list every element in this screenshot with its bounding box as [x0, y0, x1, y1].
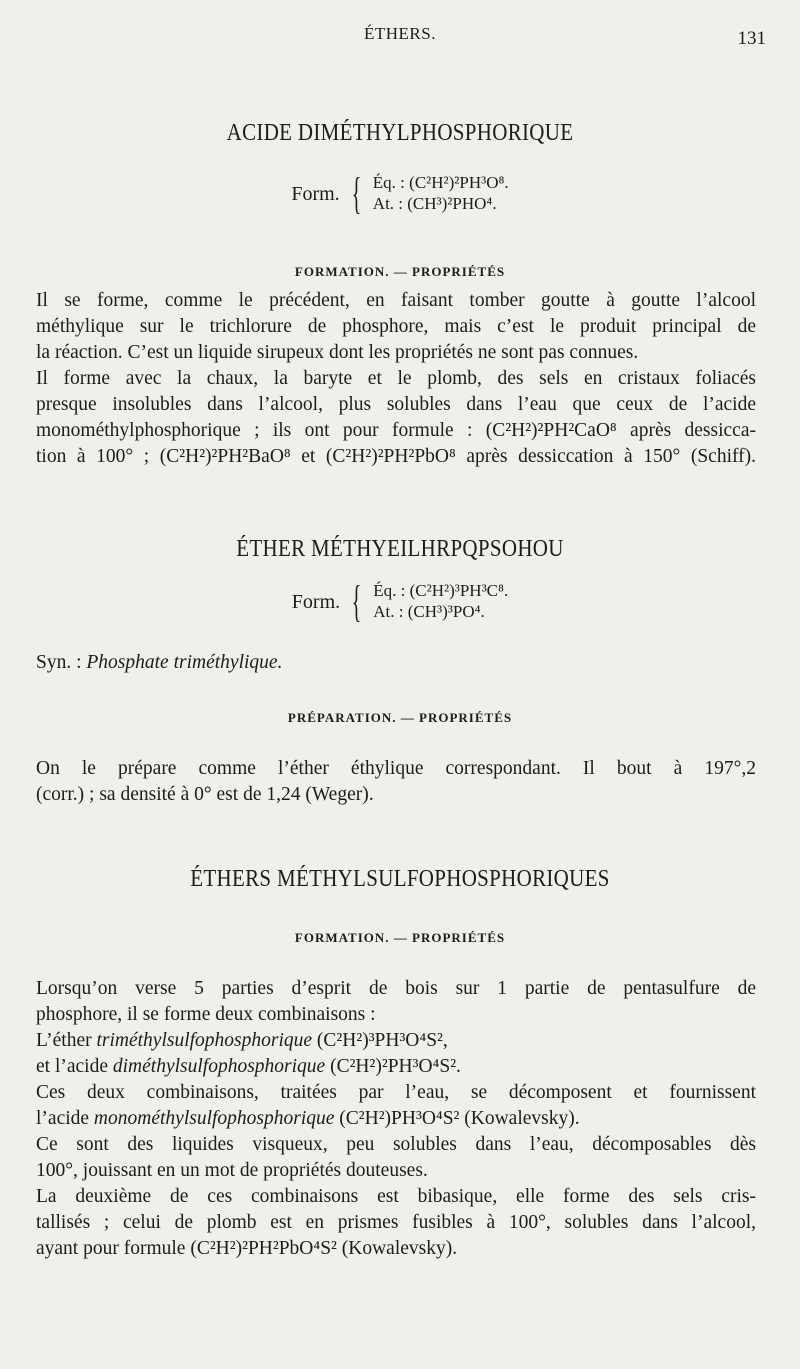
page-number: 131: [737, 28, 766, 49]
text-line: monométhylphosphorique ; ils ont pour formule : (C²H²)²PH²CaO⁸ après dessicca-: [36, 420, 756, 441]
paragraph-formation: [36, 288, 756, 366]
text-line: Lorsqu’on verse 5 parties d’esprit de bois sur 1 partie de pentasulfure de: [36, 978, 756, 999]
text-line: L’éther triméthylsulfophosphorique (C²H²)³PH³O⁴S²,: [36, 1030, 448, 1051]
paragraph-salts: [36, 366, 756, 470]
text-line: Il forme avec la chaux, la baryte et le plomb, des sels en cristaux foliacés: [36, 368, 756, 389]
text-line: et l’acide diméthylsulfophosphorique (C²H²)²PH³O⁴S².: [36, 1056, 461, 1077]
text-line: On le prépare comme l’éther éthylique correspondant. Il bout à 197°,2: [36, 758, 756, 779]
subheading-formation-2: FORMATION. — PROPRIÉTÉS: [294, 930, 506, 945]
paragraph-preparation: [36, 756, 756, 808]
synonym-value: Phosphate triméthylique.: [86, 652, 283, 673]
formula-block-ether: [0, 577, 800, 626]
text-line: phosphore, il se forme deux combinaisons :: [36, 1004, 376, 1025]
synonym-line: [36, 652, 282, 674]
subheading-preparation: PRÉPARATION. — PROPRIÉTÉS: [287, 710, 513, 725]
formula-at: At. : (CH³)³PO⁴.: [373, 602, 485, 621]
running-head: ÉTHERS.: [364, 24, 436, 43]
text-line: 100°, jouissant en un mot de propriétés douteuses.: [36, 1160, 428, 1181]
text-line: ayant pour formule (C²H²)²PH²PbO⁴S² (Kowalevsky).: [36, 1238, 458, 1259]
section-title-acide: ACIDE DIMÉTHYLPHOSPHORIQUE: [226, 118, 574, 146]
text-line: (corr.) ; sa densité à 0° est de 1,24 (Weger).: [36, 784, 374, 805]
section-title-ethers-sulfo: ÉTHERS MÉTHYLSULFOPHOSPHORIQUES: [190, 864, 610, 892]
text-line: Il se forme, comme le précédent, en faisant tomber goutte à goutte l’alcool: [36, 290, 756, 311]
subheading-formation: FORMATION. — PROPRIÉTÉS: [294, 264, 506, 279]
form-label: Form.: [291, 590, 341, 613]
text-line: tion à 100° ; (C²H²)²PH²BaO⁸ et (C²H²)²PH²PbO⁸ après dessiccation à 150° (Schiff).: [36, 446, 756, 467]
form-label: Form.: [291, 182, 340, 205]
text-line: Ce sont des liquides visqueux, peu solubles dans l’eau, décomposables dès: [36, 1134, 756, 1155]
synonym-label: Syn. :: [36, 652, 82, 673]
paragraph-lorsquon: [36, 976, 756, 1262]
formula-block-acide: [0, 169, 800, 218]
text-line: la réaction. C’est un liquide sirupeux dont les propriétés ne sont pas connues.: [36, 342, 639, 363]
formula-at: At. : (CH³)²PHO⁴.: [372, 194, 497, 213]
text-line: Ces deux combinaisons, traitées par l’eau, se décomposent et fournissent: [36, 1082, 756, 1103]
text-line: méthylique sur le trichlorure de phosphore, mais c’est le produit principal de: [36, 316, 756, 337]
section-title-ether: ÉTHER MÉTHYEILHRPQPSOHOU: [236, 534, 564, 562]
text-line: presque insolubles dans l’alcool, plus solubles dans l’eau que ceux de l’acide: [36, 394, 756, 415]
text-line: tallisés ; celui de plomb est en prismes fusibles à 100°, solubles dans l’alcool,: [36, 1212, 756, 1233]
brace-icon: {: [351, 169, 361, 218]
text-line: l’acide monométhylsulfophosphorique (C²H²)PH³O⁴S² (Kowalevsky).: [36, 1108, 580, 1129]
formula-eq: Éq. : (C²H²)²PH³O⁸.: [372, 173, 509, 192]
brace-icon: {: [351, 577, 362, 626]
formula-eq: Éq. : (C²H²)³PH³C⁸.: [373, 581, 509, 600]
text-line: La deuxième de ces combinaisons est bibasique, elle forme des sels cris-: [36, 1186, 756, 1207]
